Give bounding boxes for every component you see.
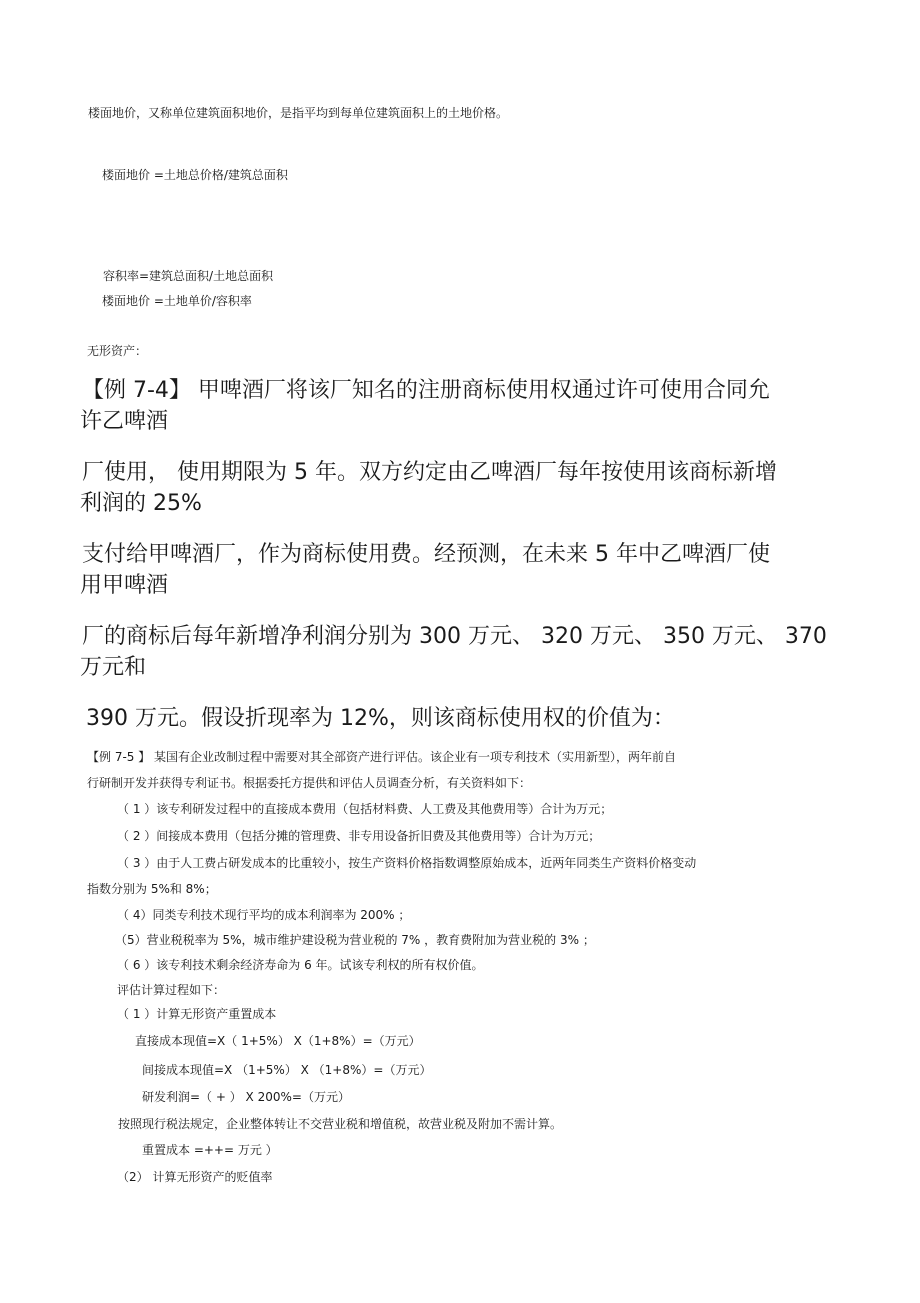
example-7-4-line: 【例 7-4】 甲啤酒厂将该厂知名的注册商标使用权通过许可使用合同允 <box>82 378 770 403</box>
formula-line: 研发利润=（ + ） X 200%=（万元） <box>142 1090 350 1104</box>
example-7-4-line: 利润的 25% <box>80 491 202 516</box>
example-7-5-line: 行研制开发并获得专利证书。根据委托方提供和评估人员调查分析，有关资料如下： <box>87 776 532 790</box>
example-7-4-line: 厂使用， 使用期限为 5 年。双方约定由乙啤酒厂每年按使用该商标新增 <box>82 460 777 485</box>
formula-line: 间接成本现值=X （1+5%） X （1+8%）=（万元） <box>142 1063 432 1077</box>
list-item: （ 2 ）间接成本费用（包括分摊的管理费、非专用设备折旧费及其他费用等）合计为万元； <box>117 829 601 843</box>
list-item: （ 1 ）该专利研发过程中的直接成本费用（包括材料费、人工费及其他费用等）合计为万元； <box>117 802 613 816</box>
list-item: （5）营业税税率为 5%，城市维护建设税为营业税的 7% ，教育费附加为营业税的 3% ； <box>115 933 595 947</box>
example-7-4-line: 厂的商标后每年新增净利润分别为 300 万元、 320 万元、 350 万元、 370 <box>82 624 827 649</box>
example-7-4-line: 支付给甲啤酒厂，作为商标使用费。经预测，在未来 5 年中乙啤酒厂使 <box>82 542 770 567</box>
list-item: （ 3 ）由于人工费占研发成本的比重较小，按生产资料价格指数调整原始成本，近两年同类生产资料价格变动 <box>117 856 697 870</box>
formula-line: 重置成本 =++= 万元 ） <box>142 1143 278 1157</box>
example-7-4-line: 万元和 <box>80 655 147 680</box>
list-item-continued: 指数分别为 5%和 8%； <box>87 882 217 896</box>
example-7-5-line: 【例 7-5 】 某国有企业改制过程中需要对其全部资产进行评估。该企业有一项专利技术（实用新型），两年前自 <box>87 750 677 764</box>
list-item: （ 6 ）该专利技术剩余经济寿命为 6 年。试该专利权的所有权价值。 <box>117 958 484 972</box>
example-7-4-line: 390 万元。假设折现率为 12%，则该商标使用权的价值为： <box>86 706 675 731</box>
text-line: 楼面地价 =土地总价格/建筑总面积 <box>102 168 288 182</box>
text-line: 评估计算过程如下： <box>117 983 226 997</box>
formula-line: 直接成本现值=X（ 1+5%） X（1+8%）=（万元） <box>135 1034 421 1048</box>
step-heading: （2） 计算无形资产的贬值率 <box>117 1170 273 1184</box>
text-line: 楼面地价 =土地单价/容积率 <box>102 294 252 308</box>
text-line: 按照现行税法规定，企业整体转让不交营业税和增值税，故营业税及附加不需计算。 <box>118 1117 563 1131</box>
example-7-4-line: 用甲啤酒 <box>80 573 169 598</box>
example-7-4-line: 许乙啤酒 <box>80 409 169 434</box>
step-heading: （ 1 ）计算无形资产重置成本 <box>117 1007 277 1021</box>
text-line: 楼面地价，又称单位建筑面积地价，是指平均到每单位建筑面积上的土地价格。 <box>88 106 509 120</box>
section-label: 无形资产： <box>87 344 148 358</box>
text-line: 容积率=建筑总面积/土地总面积 <box>103 269 274 283</box>
list-item: （ 4）同类专利技术现行平均的成本利润率为 200% ； <box>117 908 411 922</box>
